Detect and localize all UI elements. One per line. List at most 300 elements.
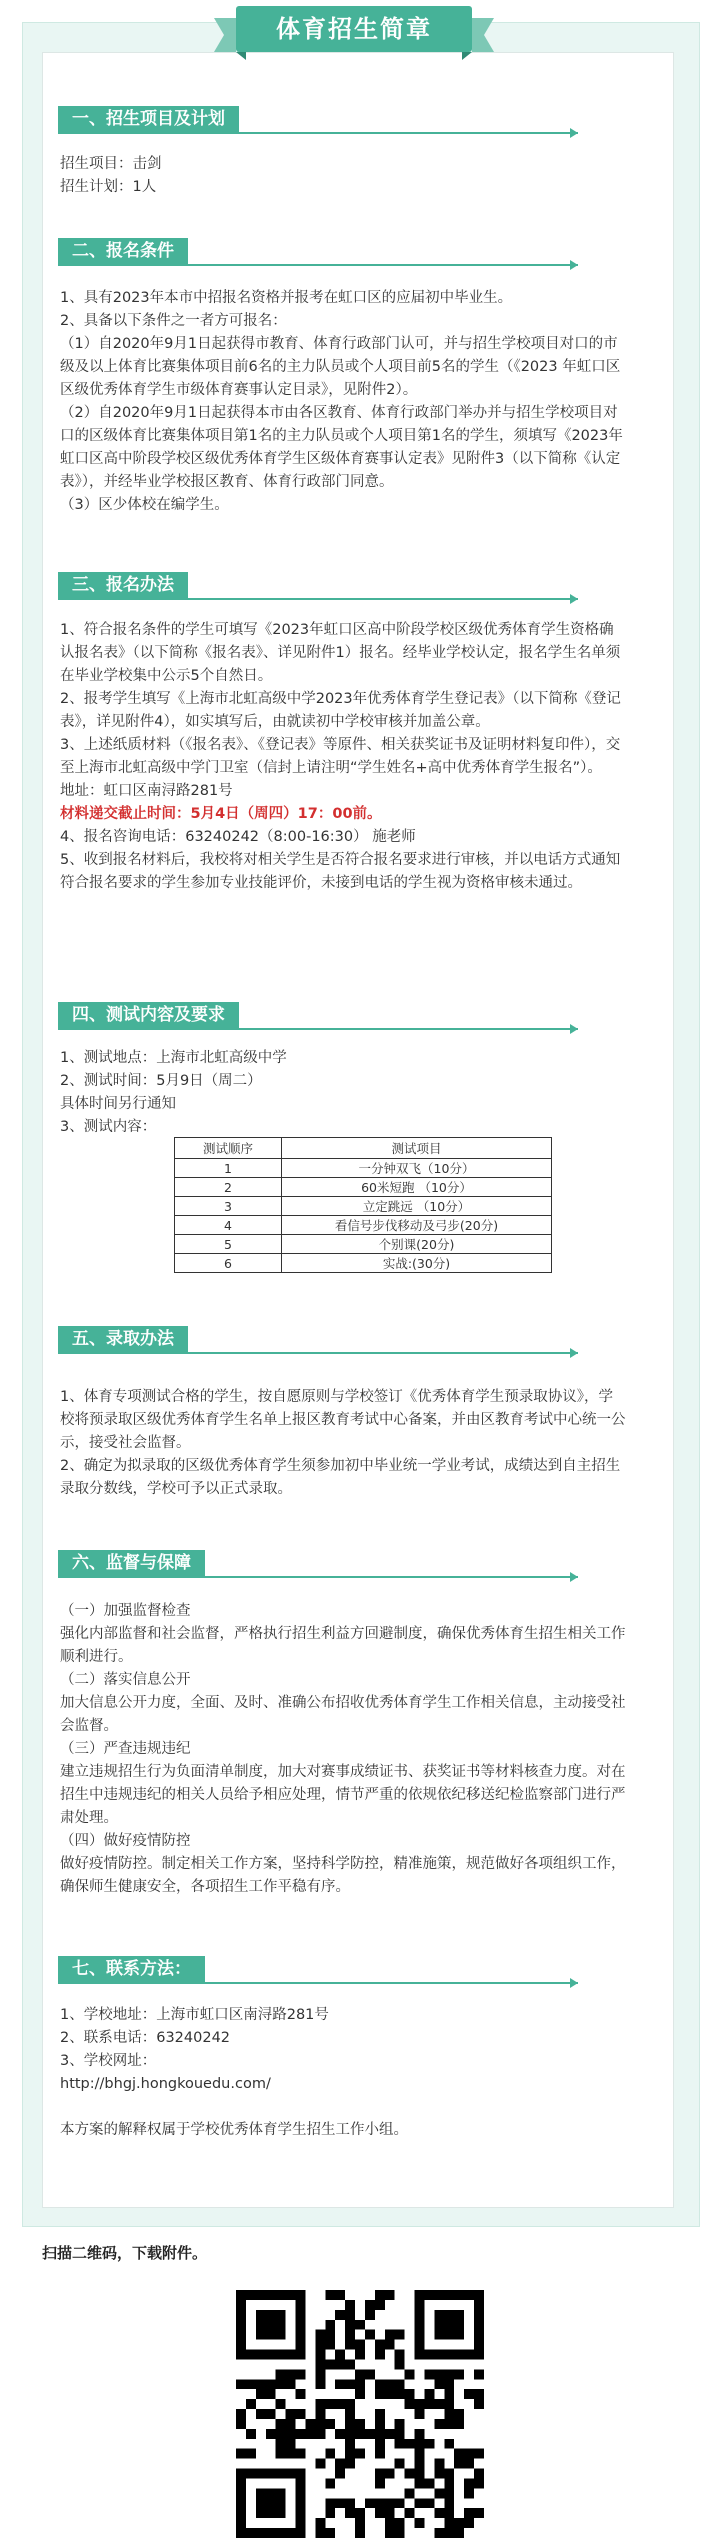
- qr-module: [464, 2389, 474, 2399]
- qr-module: [345, 2359, 355, 2369]
- qr-module: [335, 2290, 345, 2300]
- qr-module: [266, 2330, 276, 2340]
- qr-module: [335, 2498, 345, 2508]
- qr-module: [355, 2508, 365, 2518]
- qr-module: [296, 2518, 306, 2528]
- qr-module: [434, 2488, 444, 2498]
- qr-module: [236, 2449, 246, 2459]
- qr-module: [325, 2320, 335, 2330]
- website-link[interactable]: http://bhgj.hongkouedu.com/: [60, 2076, 271, 2092]
- qr-module: [305, 2429, 315, 2439]
- qr-module: [464, 2290, 474, 2300]
- qr-module: [256, 2488, 266, 2498]
- qr-module: [464, 2459, 474, 2469]
- qr-module: [454, 2330, 464, 2340]
- qr-module: [415, 2498, 425, 2508]
- section-rule-arrow: [570, 1978, 578, 1988]
- section-4-body: [60, 1047, 626, 1139]
- qr-module: [266, 2469, 276, 2479]
- table-cell: 3: [175, 1197, 282, 1216]
- qr-module: [434, 2320, 444, 2330]
- section-6-body: [60, 1600, 626, 1899]
- text-line: 1、学校地址：上海市虹口区南浔路281号: [60, 2007, 329, 2023]
- text-line: 具体时间另行通知: [60, 1096, 176, 1112]
- text-line: 做好疫情防控。制定相关工作方案，坚持科学防控，精准施策，规范做好各项组织工作，确保师生健康安全，各项招生工作平稳有序。: [60, 1856, 626, 1895]
- page-title: 体育招生简章: [276, 15, 432, 43]
- qr-module: [424, 2350, 434, 2360]
- text-line: 3、上述纸质材料（《报名表》、《登记表》等原件、相关获奖证书及证明材料复印件），交至上海市北虹高级中学门卫室（信封上请注明“学生姓名+高中优秀体育学生报名”）。: [60, 737, 621, 776]
- qr-module: [236, 2488, 246, 2498]
- qr-module: [266, 2488, 276, 2498]
- qr-module: [236, 2498, 246, 2508]
- qr-module: [434, 2369, 444, 2379]
- qr-module: [335, 2379, 345, 2389]
- qr-module: [395, 2330, 405, 2340]
- qr-module: [256, 2320, 266, 2330]
- qr-module: [315, 2379, 325, 2389]
- qr-module: [296, 2488, 306, 2498]
- qr-module: [246, 2449, 256, 2459]
- qr-module: [434, 2459, 444, 2469]
- text-line: 1、具有2023年本市中招报名资格并报考在虹口区的应届初中毕业生。: [60, 290, 513, 306]
- text-line: 2、确定为拟录取的区级优秀体育学生须参加初中毕业统一学业考试，成绩达到自主招生录取分数线，学校可予以正式录取。: [60, 1458, 621, 1497]
- section-1-body: [60, 153, 626, 199]
- qr-module: [355, 2340, 365, 2350]
- qr-module: [405, 2508, 415, 2518]
- qr-module: [276, 2469, 286, 2479]
- qr-module: [236, 2508, 246, 2518]
- qr-module: [296, 2290, 306, 2300]
- text-line: （四）做好疫情防控: [60, 1833, 191, 1849]
- qr-module: [256, 2528, 266, 2538]
- qr-module: [315, 2528, 325, 2538]
- qr-module: [375, 2419, 385, 2429]
- qr-module: [296, 2508, 306, 2518]
- qr-module: [395, 2439, 405, 2449]
- section-2-body: [60, 287, 626, 517]
- qr-module: [276, 2429, 286, 2439]
- qr-module: [444, 2478, 454, 2488]
- qr-module: [286, 2469, 296, 2479]
- text-line: 招生项目：击剑: [60, 156, 162, 172]
- text-line: 加大信息公开力度，全面、及时、准确公布招收优秀体育学生工作相关信息，主动接受社会监督。: [60, 1695, 626, 1734]
- text-line: 4、报名咨询电话：63240242（8:00-16:30） 施老师: [60, 829, 416, 845]
- qr-module: [474, 2320, 484, 2330]
- qr-module: [464, 2488, 474, 2498]
- qr-module: [276, 2528, 286, 2538]
- text-line: （二）落实信息公开: [60, 1672, 191, 1688]
- qr-module: [444, 2518, 454, 2528]
- qr-module: [345, 2449, 355, 2459]
- qr-module: [444, 2498, 454, 2508]
- qr-module: [355, 2449, 365, 2459]
- qr-module: [385, 2429, 395, 2439]
- qr-module: [296, 2389, 306, 2399]
- qr-module: [444, 2389, 454, 2399]
- qr-module: [345, 2409, 355, 2419]
- qr-module: [454, 2419, 464, 2429]
- qr-caption: 扫描二维码，下载附件。: [42, 2244, 208, 2262]
- section-7-body: [60, 2004, 626, 2142]
- qr-module: [296, 2369, 306, 2379]
- qr-module: [266, 2528, 276, 2538]
- qr-module: [385, 2379, 395, 2389]
- qr-module: [444, 2488, 454, 2498]
- qr-module: [434, 2528, 444, 2538]
- qr-module: [415, 2459, 425, 2469]
- section-heading-5: [58, 1326, 578, 1354]
- table-cell: 看信号步伐移动及弓步(20分): [282, 1216, 552, 1235]
- qr-module: [375, 2469, 385, 2479]
- qr-module: [256, 2310, 266, 2320]
- qr-module: [345, 2459, 355, 2469]
- qr-module: [395, 2528, 405, 2538]
- qr-module: [415, 2469, 425, 2479]
- qr-module: [296, 2330, 306, 2340]
- qr-module: [415, 2478, 425, 2488]
- qr-module: [325, 2359, 335, 2369]
- qr-module: [385, 2508, 395, 2518]
- section-rule-arrow: [570, 1572, 578, 1582]
- qr-module: [444, 2508, 454, 2518]
- qr-module: [246, 2350, 256, 2360]
- qr-module: [266, 2498, 276, 2508]
- qr-module: [434, 2290, 444, 2300]
- qr-module: [395, 2359, 405, 2369]
- qr-module: [266, 2379, 276, 2389]
- qr-module: [375, 2290, 385, 2300]
- qr-module: [236, 2320, 246, 2330]
- section-rule-arrow: [570, 128, 578, 138]
- qr-module: [454, 2310, 464, 2320]
- qr-module: [444, 2528, 454, 2538]
- qr-module: [246, 2399, 256, 2409]
- qr-module: [325, 2330, 335, 2340]
- section-rule: [58, 1352, 578, 1354]
- qr-module: [266, 2290, 276, 2300]
- qr-module: [365, 2429, 375, 2439]
- qr-module: [345, 2340, 355, 2350]
- qr-module: [454, 2459, 464, 2469]
- qr-module: [355, 2369, 365, 2379]
- table-row: [175, 1178, 552, 1197]
- qr-module: [415, 2409, 425, 2419]
- qr-module: [296, 2478, 306, 2488]
- qr-module: [434, 2330, 444, 2340]
- qr-module: [296, 2300, 306, 2310]
- text-line: 2、联系电话：63240242: [60, 2030, 231, 2046]
- qr-module: [296, 2429, 306, 2439]
- qr-module: [325, 2528, 335, 2538]
- table-cell: 2: [175, 1178, 282, 1197]
- table-row: [175, 1235, 552, 1254]
- qr-module: [375, 2439, 385, 2449]
- qr-module: [256, 2350, 266, 2360]
- title-banner: [236, 6, 472, 52]
- qr-module: [315, 2409, 325, 2419]
- text-line: （三）严查违规违纪: [60, 1741, 191, 1757]
- qr-module: [256, 2498, 266, 2508]
- qr-module: [286, 2439, 296, 2449]
- section-rule: [58, 598, 578, 600]
- qr-module: [415, 2449, 425, 2459]
- qr-module: [256, 2409, 266, 2419]
- qr-module: [395, 2419, 405, 2429]
- qr-module: [276, 2330, 286, 2340]
- qr-module: [286, 2350, 296, 2360]
- qr-module: [474, 2508, 484, 2518]
- qr-module: [415, 2290, 425, 2300]
- section-title: 六、监督与保障: [58, 1550, 205, 1576]
- qr-module: [345, 2439, 355, 2449]
- qr-module: [246, 2528, 256, 2538]
- section-5-body: [60, 1386, 626, 1501]
- qr-module: [434, 2350, 444, 2360]
- qr-module: [385, 2290, 395, 2300]
- qr-module: [385, 2330, 395, 2340]
- qr-module: [325, 2290, 335, 2300]
- qr-module: [236, 2300, 246, 2310]
- qr-module: [395, 2379, 405, 2389]
- qr-module: [405, 2488, 415, 2498]
- qr-module: [375, 2350, 385, 2360]
- qr-module: [335, 2399, 345, 2409]
- qr-module: [405, 2439, 415, 2449]
- qr-module: [405, 2399, 415, 2409]
- table-cell: 4: [175, 1216, 282, 1235]
- qr-module: [266, 2429, 276, 2439]
- table-cell: 一分钟双飞（10分）: [282, 1159, 552, 1178]
- qr-module: [315, 2518, 325, 2528]
- qr-module: [454, 2320, 464, 2330]
- qr-module: [276, 2439, 286, 2449]
- deadline-notice: 材料递交截止时间：5月4日（周四）17：00前。: [60, 806, 382, 822]
- qr-module: [474, 2340, 484, 2350]
- qr-module: [286, 2409, 296, 2419]
- qr-module: [246, 2469, 256, 2479]
- qr-module: [375, 2300, 385, 2310]
- qr-module: [345, 2320, 355, 2330]
- qr-module: [296, 2528, 306, 2538]
- qr-module: [315, 2340, 325, 2350]
- qr-module: [296, 2409, 306, 2419]
- qr-module: [345, 2419, 355, 2429]
- section-rule: [58, 132, 578, 134]
- qr-module: [345, 2508, 355, 2518]
- qr-module: [474, 2478, 484, 2488]
- qr-module: [405, 2389, 415, 2399]
- qr-module: [296, 2498, 306, 2508]
- text-line: 1、符合报名条件的学生可填写《2023年虹口区高中阶段学校区级优秀体育学生资格确认报名表》（以下简称《报名表》、详见附件1）报名。经毕业学校认定，报名学生名单须在毕业学校集中公示5个自然日。: [60, 622, 621, 684]
- text-line: 5、收到报名材料后，我校将对相关学生是否符合报名要求进行审核，并以电话方式通知符合报名要求的学生参加专业技能评价，未接到电话的学生视为资格审核未通过。: [60, 852, 621, 891]
- qr-module: [385, 2518, 395, 2528]
- text-line: 3、学校网址：: [60, 2053, 157, 2069]
- spacer: [60, 2096, 626, 2119]
- qr-module: [474, 2469, 484, 2479]
- table-cell: 实战:(30分): [282, 1254, 552, 1273]
- section-heading-3: [58, 572, 578, 600]
- qr-module: [375, 2508, 385, 2518]
- qr-module: [286, 2419, 296, 2429]
- section-heading-4: [58, 1002, 578, 1030]
- table-row: [175, 1159, 552, 1178]
- qr-module: [296, 2449, 306, 2459]
- qr-module: [286, 2379, 296, 2389]
- qr-module: [415, 2340, 425, 2350]
- qr-module: [236, 2409, 246, 2419]
- qr-module: [454, 2290, 464, 2300]
- qr-module: [236, 2478, 246, 2488]
- text-line: 2、测试时间：5月9日（周二）: [60, 1073, 262, 1089]
- qr-module: [276, 2508, 286, 2518]
- qr-module: [296, 2310, 306, 2320]
- section-title: 三、报名办法: [58, 572, 188, 598]
- table-cell: 60米短跑 （10分）: [282, 1178, 552, 1197]
- table-cell: 6: [175, 1254, 282, 1273]
- qr-module: [276, 2498, 286, 2508]
- qr-module: [266, 2350, 276, 2360]
- qr-module: [375, 2429, 385, 2439]
- qr-module: [345, 2498, 355, 2508]
- qr-module: [315, 2429, 325, 2439]
- qr-module: [474, 2369, 484, 2379]
- text-line: 1、测试地点：上海市北虹高级中学: [60, 1050, 287, 1066]
- qr-module: [395, 2429, 405, 2439]
- table-cell: 1: [175, 1159, 282, 1178]
- qr-module: [335, 2350, 345, 2360]
- qr-module: [385, 2469, 395, 2479]
- qr-module: [464, 2449, 474, 2459]
- text-line: 2、报考学生填写《上海市北虹高级中学2023年优秀体育学生登记表》（以下简称《登记表》，详见附件4），如实填写后，由就读初中学校审核并加盖公章。: [60, 691, 621, 730]
- section-3-body: [60, 619, 626, 895]
- qr-module: [474, 2300, 484, 2310]
- section-title: 七、联系方法：: [58, 1956, 205, 1982]
- qr-module: [415, 2518, 425, 2528]
- qr-module: [246, 2290, 256, 2300]
- qr-module: [474, 2449, 484, 2459]
- qr-module: [415, 2439, 425, 2449]
- qr-module: [375, 2449, 385, 2459]
- qr-module: [355, 2419, 365, 2429]
- section-title: 一、招生项目及计划: [58, 106, 239, 132]
- table-header-cell: 测试项目: [282, 1138, 552, 1159]
- qr-module: [464, 2350, 474, 2360]
- qr-module: [385, 2340, 395, 2350]
- qr-module: [365, 2300, 375, 2310]
- qr-module: [385, 2498, 395, 2508]
- qr-module: [236, 2379, 246, 2389]
- qr-module: [335, 2469, 345, 2479]
- qr-module: [276, 2419, 286, 2429]
- qr-module: [315, 2350, 325, 2360]
- qr-module: [395, 2389, 405, 2399]
- qr-module: [276, 2350, 286, 2360]
- qr-module: [345, 2429, 355, 2439]
- qr-module: [444, 2310, 454, 2320]
- qr-module: [424, 2369, 434, 2379]
- qr-code[interactable]: [236, 2290, 484, 2538]
- qr-module: [385, 2528, 395, 2538]
- qr-module: [335, 2359, 345, 2369]
- qr-module: [236, 2330, 246, 2340]
- qr-module: [355, 2429, 365, 2439]
- qr-module: [286, 2290, 296, 2300]
- text-line: 强化内部监督和社会监督，严格执行招生利益方回避制度，确保优秀体育生招生相关工作顺利进行。: [60, 1626, 626, 1665]
- qr-module: [345, 2379, 355, 2389]
- qr-module: [415, 2429, 425, 2439]
- qr-module: [444, 2290, 454, 2300]
- qr-module: [296, 2340, 306, 2350]
- qr-module: [395, 2518, 405, 2528]
- qr-module: [444, 2469, 454, 2479]
- qr-module: [464, 2478, 474, 2488]
- qr-module: [315, 2369, 325, 2379]
- table-cell: 个别课(20分): [282, 1235, 552, 1254]
- qr-module: [474, 2290, 484, 2300]
- qr-module: [365, 2330, 375, 2340]
- qr-module: [296, 2350, 306, 2360]
- qr-module: [236, 2350, 246, 2360]
- text-line: 1、体育专项测试合格的学生，按自愿原则与学校签订《优秀体育学生预录取协议》，学校将预录取区级优秀体育学生名单上报区教育考试中心备案，并由区教育考试中心统一公示，接受社会监督。: [60, 1389, 626, 1451]
- qr-module: [395, 2498, 405, 2508]
- qr-module: [276, 2290, 286, 2300]
- section-title: 四、测试内容及要求: [58, 1002, 239, 1028]
- qr-module: [424, 2498, 434, 2508]
- qr-module: [345, 2399, 355, 2409]
- qr-module: [424, 2290, 434, 2300]
- text-line: 招生计划：1人: [60, 179, 157, 195]
- qr-module: [236, 2310, 246, 2320]
- section-rule-arrow: [570, 1348, 578, 1358]
- table-row: [175, 1254, 552, 1273]
- qr-module: [424, 2478, 434, 2488]
- qr-module: [454, 2449, 464, 2459]
- text-line: （2）自2020年9月1日起获得本市由各区教育、体育行政部门举办并与招生学校项目对口的区级体育比赛集体项目第1名的主力队员或个人项目第1名的学生，须填写《2023年虹口区高中阶段学校区级优秀体育学生区级体育赛事认定表》见附件3（以下简称《认定表》），并经毕业学校报区教育、体育行政部门同意。: [60, 405, 623, 490]
- table-header-row: [175, 1138, 552, 1159]
- footer-note: 本方案的解释权属于学校优秀体育学生招生工作小组。: [60, 2122, 408, 2138]
- qr-module: [415, 2330, 425, 2340]
- qr-module: [444, 2439, 454, 2449]
- qr-module: [444, 2399, 454, 2409]
- qr-module: [375, 2478, 385, 2488]
- qr-module: [246, 2379, 256, 2389]
- qr-module: [256, 2290, 266, 2300]
- qr-module: [266, 2389, 276, 2399]
- qr-module: [236, 2469, 246, 2479]
- test-items-table: [174, 1137, 552, 1273]
- qr-module: [444, 2369, 454, 2379]
- qr-module: [256, 2469, 266, 2479]
- table-row: [175, 1197, 552, 1216]
- qr-module: [375, 2340, 385, 2350]
- qr-module: [464, 2518, 474, 2528]
- qr-module: [444, 2320, 454, 2330]
- qr-module: [355, 2379, 365, 2389]
- qr-module: [415, 2300, 425, 2310]
- section-rule: [58, 264, 578, 266]
- qr-module: [276, 2488, 286, 2498]
- qr-module: [315, 2359, 325, 2369]
- qr-module: [474, 2399, 484, 2409]
- qr-module: [424, 2399, 434, 2409]
- qr-module: [355, 2518, 365, 2528]
- qr-module: [365, 2310, 375, 2320]
- qr-module: [454, 2518, 464, 2528]
- qr-module: [375, 2409, 385, 2419]
- qr-module: [474, 2350, 484, 2360]
- qr-module: [444, 2330, 454, 2340]
- qr-module: [315, 2399, 325, 2409]
